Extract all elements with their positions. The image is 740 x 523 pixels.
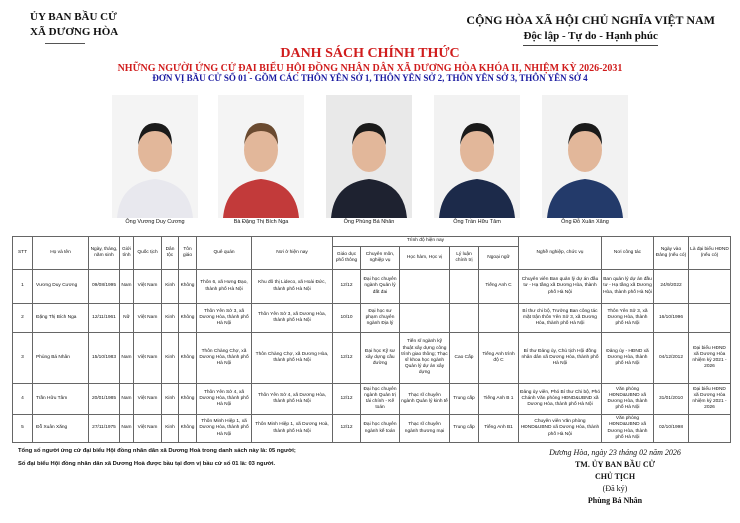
table-cell: 12/12	[333, 415, 361, 443]
table-cell: Tiến sĩ ngành kỹ thuật xây dựng công trình giao thông; Thạc sĩ khoa học ngành Quản lý dự án xây dựng	[400, 333, 450, 384]
table-cell: Đại học Kỹ sư xây dựng cầu đường	[361, 333, 400, 384]
table-cell: 12/12	[333, 384, 361, 415]
candidate-photo	[326, 95, 412, 218]
table-cell: 16/10/1996	[654, 304, 689, 333]
table-cell: Thôn Yên Sở 3, xã Dương Hòa, thành phố Hà Nội	[602, 304, 654, 333]
table-row	[13, 270, 731, 304]
column-header: Giáo dục phổ thông	[333, 247, 361, 270]
column-group-header: Trình độ hiện nay	[333, 237, 519, 247]
column-header: Là đại biểu HĐND (nếu có)	[689, 237, 731, 270]
table-cell: 3	[13, 333, 33, 384]
table-cell: Không	[179, 384, 197, 415]
table-cell: Trần Hữu Tâm	[33, 384, 89, 415]
table-row	[13, 384, 731, 415]
column-header: Quê quán	[197, 237, 252, 270]
table-cell: Vương Duy Cương	[33, 270, 89, 304]
table-cell: Tiếng Anh trình độ C	[479, 333, 519, 384]
signature-block	[500, 447, 730, 507]
portrait-icon	[326, 95, 412, 218]
table-cell: Thạc sĩ chuyên ngành thương mại	[400, 415, 450, 443]
table-cell	[400, 270, 450, 304]
nation-name: CỘNG HÒA XÃ HỘI CHỦ NGHĨA VIỆT NAM	[466, 13, 715, 27]
table-cell: 09/08/1995	[89, 270, 120, 304]
table-cell: Không	[179, 415, 197, 443]
portrait-icon	[218, 95, 304, 218]
column-header: Lý luận chính trị	[450, 247, 479, 270]
table-cell: Bí thư chi bộ, Trưởng Ban công tác mặt trận thôn Yên Sở 3, xã Dương Hòa, thành phố Hà Nội	[519, 304, 602, 333]
table-row	[13, 304, 731, 333]
table-cell: Chuyên viên Văn phòng HĐND&UBND xã Dương Hòa, thành phố Hà Nội	[519, 415, 602, 443]
column-header: STT	[13, 237, 33, 270]
table-cell: Đại học sư phạm chuyên ngành Địa lý	[361, 304, 400, 333]
divider	[45, 43, 85, 44]
table-cell: Khu đô thị Lideco, xã Hoài Đức, thành phố Hà Nội	[252, 270, 333, 304]
table-cell: 4	[13, 384, 33, 415]
table-row	[13, 415, 731, 443]
table-cell: Tiếng Anh B 1	[479, 384, 519, 415]
sign-position: CHỦ TỊCH	[594, 472, 636, 481]
table-cell: Trung cấp	[450, 384, 479, 415]
table-cell	[479, 304, 519, 333]
table-cell: Nam	[120, 270, 134, 304]
column-header: Ngoại ngữ	[479, 247, 519, 270]
table-cell	[689, 304, 731, 333]
table-cell: Đại học chuyên ngành Quản trị tài chính - Kế toán	[361, 384, 400, 415]
column-header: Họ và tên	[33, 237, 89, 270]
table-cell: Không	[179, 304, 197, 333]
table-cell: 12/11/1961	[89, 304, 120, 333]
candidate-photo	[112, 95, 198, 218]
table-cell: Nam	[120, 384, 134, 415]
photo-caption: Bà Đặng Thị Bích Nga	[233, 219, 289, 225]
table-cell: 24/9/2022	[654, 270, 689, 304]
table-cell: Thôn Chàng Chợ, xã Dương Hòa, thành phố Hà Nội	[252, 333, 333, 384]
table-cell: Thôn Yên Sở 3, xã Dương Hòa, thành phố Hà Nội	[252, 304, 333, 333]
table-cell: 12/12	[333, 270, 361, 304]
table-cell: Bí thư Đảng ủy, Chủ tịch Hội đồng nhân dân xã Dương Hòa, thành phố Hà Nội	[519, 333, 602, 384]
table-cell: 5	[13, 415, 33, 443]
national-heading	[466, 13, 715, 46]
table-cell: Ban quản lý dự án đầu tư - Hạ tầng xã Dương Hòa, thành phố Hà Nội	[602, 270, 654, 304]
table-cell	[689, 415, 731, 443]
table-cell: Đảng ủy viên, Phó Bí thư Chi bộ, Phó Chánh Văn phòng HĐND&UBND xã Dương Hòa, thành phố Hà Nội	[519, 384, 602, 415]
table-cell: Đại học chuyên ngành kế toán	[361, 415, 400, 443]
portrait-icon	[112, 95, 198, 218]
document-title: DANH SÁCH CHÍNH THỨC	[280, 46, 460, 61]
table-cell: 02/10/1998	[654, 415, 689, 443]
table-cell: Thôn Chàng Chợ, xã Dương Hòa, thành phố Hà Nội	[197, 333, 252, 384]
column-header: Quốc tịch	[134, 237, 162, 270]
candidate-photo	[218, 95, 304, 218]
table-cell: Không	[179, 270, 197, 304]
table-cell: Kinh	[162, 304, 179, 333]
table-cell: Việt Nam	[134, 384, 162, 415]
table-cell: 12/12	[333, 333, 361, 384]
table-cell: Nữ	[120, 304, 134, 333]
table-cell: Chuyên viên Ban quản lý dự án đầu tư - Hạ tầng xã Dương Hòa, thành phố Hà Nội	[519, 270, 602, 304]
table-cell: 04/12/2012	[654, 333, 689, 384]
table-cell: Văn phòng HĐND&UBND xã Dương Hòa, thành phố Hà Nội	[602, 384, 654, 415]
table-cell: Thôn 6, xã Hưng Đạo, thành phố Hà Nội	[197, 270, 252, 304]
org-line-1: ỦY BAN BẦU CỬ	[30, 11, 117, 23]
table-cell: Văn phòng HĐND&UBND xã Dương Hòa, thành phố Hà Nội	[602, 415, 654, 443]
signer-name: Phùng Bá Nhân	[587, 496, 643, 505]
sign-status: (Đã ký)	[602, 484, 628, 493]
table-cell: Việt Nam	[134, 415, 162, 443]
table-cell: Phùng Bá Nhân	[33, 333, 89, 384]
table-cell: 31/01/2010	[654, 384, 689, 415]
column-header: Học hàm, Học vị	[400, 247, 450, 270]
table-cell: Nam	[120, 333, 134, 384]
table-cell: Kinh	[162, 333, 179, 384]
photo-caption: Ông Vương Duy Cương	[125, 219, 185, 225]
electoral-unit: ĐƠN VỊ BẦU CỬ SỐ 01 - GỒM CÁC THÔN YÊN SỞ 1, THÔN YÊN SỞ 2, THÔN YÊN SỞ 3, THÔN YÊN SỞ 4	[152, 73, 588, 83]
table-cell: 10/10	[333, 304, 361, 333]
column-header: Giới tính	[120, 237, 134, 270]
table-cell	[450, 304, 479, 333]
table-cell: Việt Nam	[134, 270, 162, 304]
table-cell: Đại học chuyên ngành Quản lý đất đai	[361, 270, 400, 304]
table-cell: Không	[179, 333, 197, 384]
column-header: Ngày, tháng, năm sinh	[89, 237, 120, 270]
table-cell: Đỗ Xuân Xăng	[33, 415, 89, 443]
table-cell: Thạc sĩ chuyên ngành Quản lý kinh tế	[400, 384, 450, 415]
table-cell: Đặng Thị Bích Nga	[33, 304, 89, 333]
elected-count-note: Số đại biểu Hội đồng nhân dân xã Dương Hoà được bầu tại đơn vị bầu cử số 01 là: 03 người.	[18, 461, 276, 467]
table-cell: Kinh	[162, 270, 179, 304]
table-cell	[689, 270, 731, 304]
candidate-photo	[434, 95, 520, 218]
column-header: Chuyên môn, nghiệp vụ	[361, 247, 400, 270]
table-cell: Thôn Yên Sở 4, xã Dương Hòa, thành phố Hà Nội	[252, 384, 333, 415]
total-candidates-note: Tổng số người ứng cử đại biểu Hội đồng nhân dân xã Dương Hoà trong danh sách này là: 05 người;	[18, 448, 296, 454]
column-header: Nơi ở hiện nay	[252, 237, 333, 270]
candidate-table	[12, 236, 731, 443]
candidate-photo	[542, 95, 628, 218]
table-cell: Thôn Minh Hiệp 1, xã Dương Hoà, thành phố Hà Nội	[252, 415, 333, 443]
photo-caption: Ông Đỗ Xuân Xăng	[561, 219, 609, 225]
table-cell: 27/11/1975	[89, 415, 120, 443]
table-cell: 2	[13, 304, 33, 333]
table-cell: 1	[13, 270, 33, 304]
table-cell: Đảng ủy - HĐND xã Dương Hòa, thành phố Hà Nội	[602, 333, 654, 384]
table-cell: 15/10/1983	[89, 333, 120, 384]
table-cell: Thôn Yên Sở 4, xã Dương Hòa, thành phố Hà Nội	[197, 384, 252, 415]
column-header: Nghề nghiệp, chức vụ	[519, 237, 602, 270]
table-cell: Nam	[120, 415, 134, 443]
photo-caption: Ông Trần Hữu Tâm	[453, 219, 501, 225]
table-cell: Đại biểu HĐND xã Dương Hòa nhiệm kỳ 2021 - 2026	[689, 333, 731, 384]
column-header: Nơi công tác	[602, 237, 654, 270]
table-cell: Kinh	[162, 415, 179, 443]
table-cell: Việt Nam	[134, 333, 162, 384]
table-cell: Tiếng Anh B1	[479, 415, 519, 443]
portrait-icon	[434, 95, 520, 218]
org-line-2: XÃ DƯƠNG HÒA	[30, 26, 119, 38]
sign-date: Dương Hòa, ngày 23 tháng 02 năm 2026	[549, 448, 681, 457]
table-cell: 20/01/1985	[89, 384, 120, 415]
table-cell: Trung cấp	[450, 415, 479, 443]
column-header: Dân tộc	[162, 237, 179, 270]
table-cell: Cao Cấp	[450, 333, 479, 384]
table-cell: Thôn Yên Sở 3, xã Dương Hòa, thành phố Hà Nội	[197, 304, 252, 333]
table-cell: Thôn Minh Hiệp 1, xã Dương Hòa, thành phố Hà Nội	[197, 415, 252, 443]
column-header: Ngày vào Đảng (nếu có)	[654, 237, 689, 270]
table-cell: Đại biểu HĐND xã Dương Hòa nhiệm kỳ 2021 - 2026	[689, 384, 731, 415]
table-cell: Việt Nam	[134, 304, 162, 333]
column-header: Tôn giáo	[179, 237, 197, 270]
table-row	[13, 333, 731, 384]
portrait-icon	[542, 95, 628, 218]
table-cell	[450, 270, 479, 304]
national-motto: Độc lập - Tự do - Hạnh phúc	[523, 29, 657, 46]
table-cell: Tiếng Anh C	[479, 270, 519, 304]
table-cell	[400, 304, 450, 333]
photo-caption: Ông Phùng Bá Nhân	[343, 219, 395, 225]
table-cell: Kinh	[162, 384, 179, 415]
sign-org: TM. ỦY BAN BẦU CỬ	[574, 460, 656, 469]
document-subtitle: NHỮNG NGƯỜI ỨNG CỬ ĐẠI BIỂU HỘI ĐỒNG NHÂN DÂN XÃ DƯƠNG HÒA KHÓA II, NHIỆM KỲ 2026-2031	[117, 63, 623, 74]
issuing-organization	[30, 10, 140, 44]
